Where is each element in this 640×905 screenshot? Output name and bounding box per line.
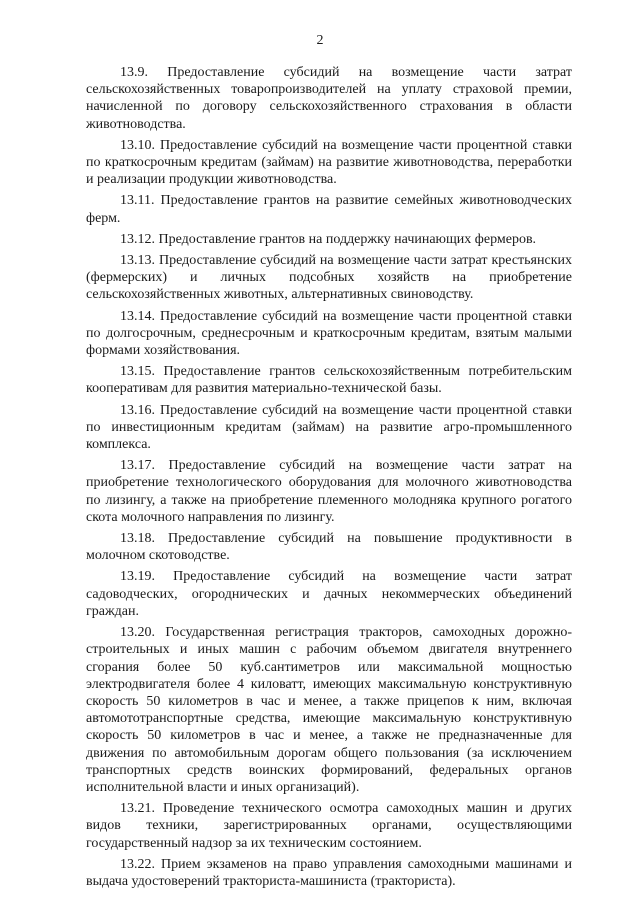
- paragraph-13-17: 13.17. Предоставление субсидий на возмещение части затрат на приобретение технологического оборудования для молочного животноводства по лизингу, а также на приобретение племенного молодняка крупного рогатого скота молочного направления по лизингу.: [86, 458, 572, 525]
- paragraph-13-18: 13.18. Предоставление субсидий на повышение продуктивности в молочном скотоводстве.: [86, 531, 572, 564]
- paragraph-13-20: 13.20. Государственная регистрация тракторов, самоходных дорожно-строительных и иных машин с рабочим объемом двигателя внутреннего сгорания более 50 куб.сантиметров или максимальной мощностью электродвигателя более 4 киловатт, имеющих максимальную конструктивную скорость 50 километров в час и менее, а также прицепов к ним, включая автомототранспортные средства, имеющие максимальную конструктивную скорость 50 километров в час и менее, а также не предназначенные для движения по автомобильным дорогам общего пользования (за исключением транспортных средств воинских формирований, федеральных органов исполнительной власти и иных организаций).: [86, 625, 572, 795]
- paragraph-13-13: 13.13. Предоставление субсидий на возмещение части затрат крестьянских (фермерских) и личных подсобных хозяйств на приобретение сельскохозяйственных животных, альтернативных свиноводству.: [86, 253, 572, 303]
- paragraph-13-14: 13.14. Предоставление субсидий на возмещение части процентной ставки по долгосрочным, среднесрочным и краткосрочным кредитам, взятым малыми формами хозяйствования.: [86, 308, 572, 359]
- paragraph-13-10: 13.10. Предоставление субсидий на возмещение части процентной ставки по краткосрочным кредитам (займам) на развитие животноводства, переработки и реализации продукции животноводства.: [86, 137, 572, 188]
- paragraph-13-9: 13.9. Предоставление субсидий на возмещение части затрат сельскохозяйственных товаропроизводителей на уплату страховой премии, начисленной по договору сельскохозяйственного страхования в области животноводства.: [86, 65, 572, 132]
- paragraph-13-16: 13.16. Предоставление субсидий на возмещение части процентной ставки по инвестиционным кредитам (займам) на развитие агро-промышленного комплекса.: [86, 402, 572, 453]
- document-body: [86, 64, 572, 894]
- paragraph-13-12: 13.12. Предоставление грантов на поддержку начинающих фермеров.: [120, 231, 537, 247]
- page-number: 2: [316, 33, 324, 48]
- paragraph-13-19: 13.19. Предоставление субсидий на возмещение части затрат садоводческих, огороднических и дачных некоммерческих объединений граждан.: [86, 569, 572, 619]
- paragraph-13-21: 13.21. Проведение технического осмотра самоходных машин и других видов техники, зарегистрированных органами, осуществляющими государственный надзор за их техническим состоянием.: [86, 801, 572, 851]
- paragraph-13-15: 13.15. Предоставление грантов сельскохозяйственным потребительским кооперативам для развития материально-технической базы.: [86, 364, 572, 397]
- paragraph-13-22: 13.22. Прием экзаменов на право управления самоходными машинами и выдача удостоверений тракториста-машиниста (тракториста).: [86, 856, 572, 889]
- paragraph-13-11: 13.11. Предоставление грантов на развитие семейных животноводческих ферм.: [86, 193, 572, 226]
